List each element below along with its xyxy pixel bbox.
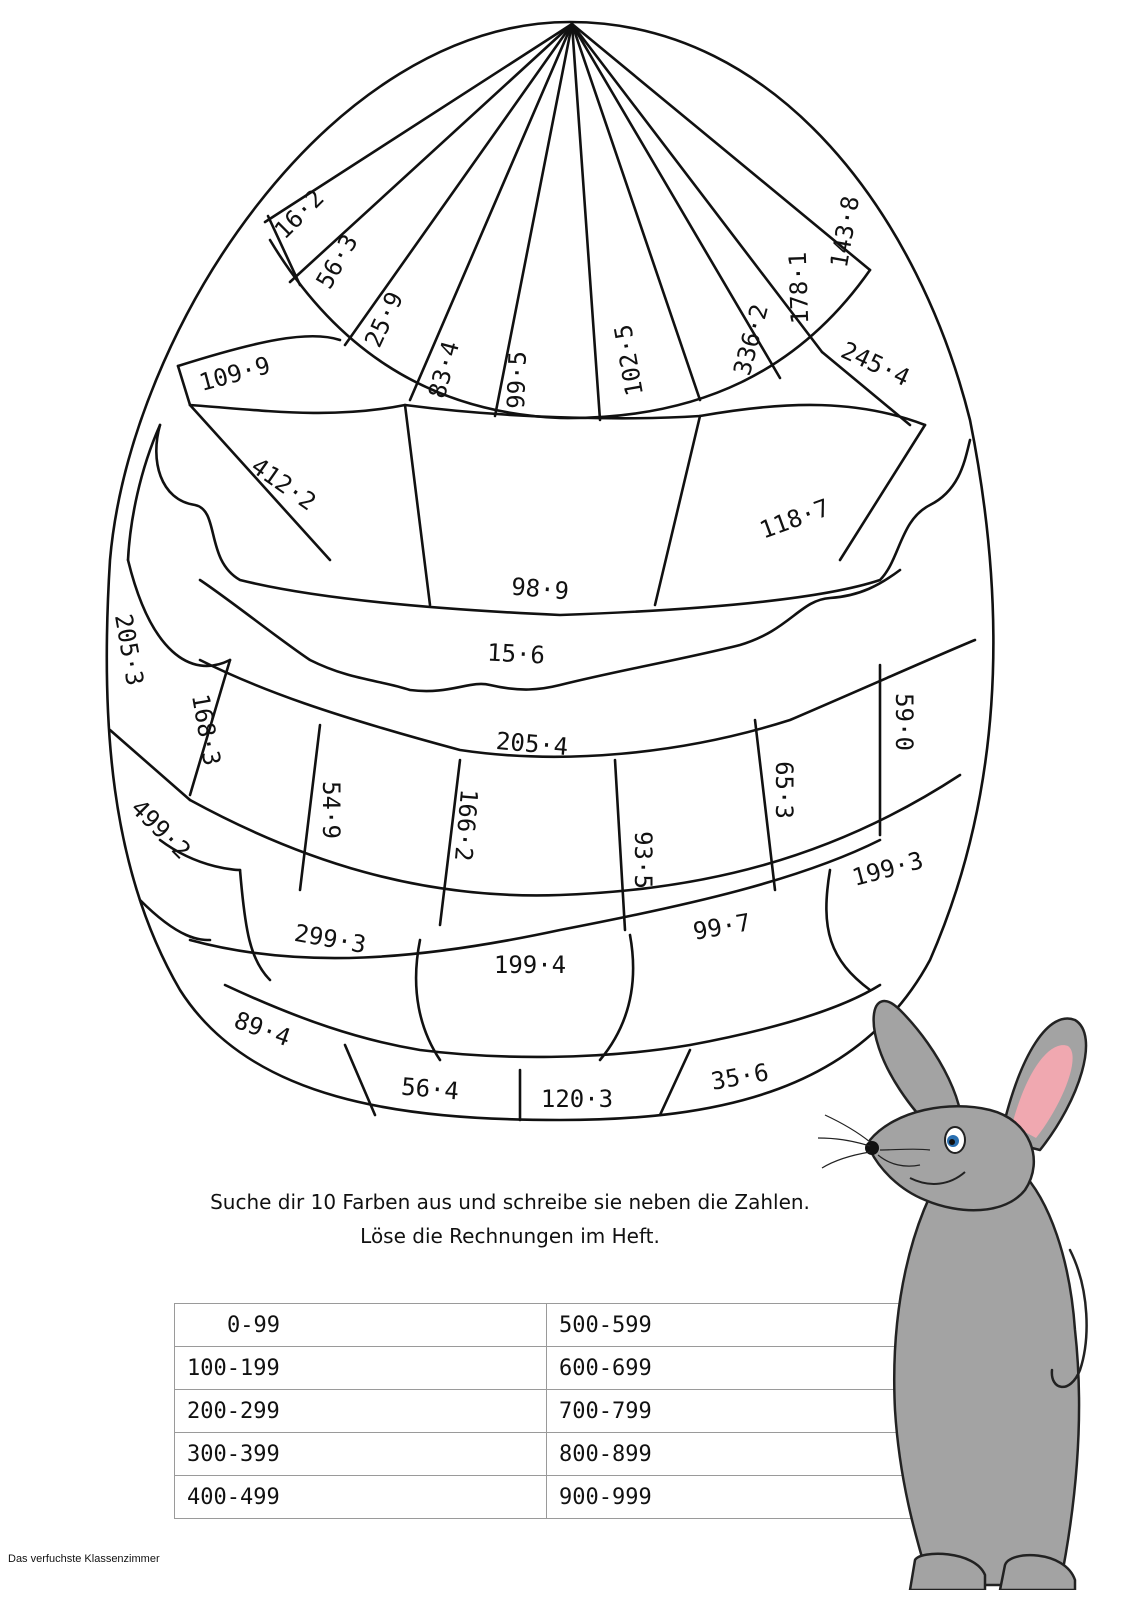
egg-numbers — [109, 184, 926, 1113]
range-cell[interactable]: 500-599 — [547, 1304, 919, 1347]
egg-problem-20: 166·2 — [448, 787, 484, 863]
egg-problem-4: 99·5 — [502, 350, 533, 410]
egg-problem-30: 120·3 — [540, 1085, 614, 1113]
egg-problem-7: 178·1 — [783, 251, 815, 325]
egg-problem-9: 109·9 — [196, 351, 274, 397]
range-cell[interactable]: 600-699 — [547, 1347, 919, 1390]
egg-top-stripes — [265, 24, 870, 420]
egg-problem-29: 56·4 — [400, 1072, 461, 1106]
egg-problem-10: 245·4 — [836, 336, 915, 393]
egg-problem-27: 99·7 — [690, 908, 753, 946]
egg-problem-14: 15·6 — [486, 638, 546, 670]
egg-problem-0: 16·2 — [268, 183, 330, 245]
egg-problem-13: 118·7 — [755, 493, 834, 545]
egg-problem-2: 25·9 — [359, 287, 409, 352]
egg-problem-24: 199·3 — [849, 846, 927, 892]
egg-problem-31: 35·6 — [708, 1058, 771, 1096]
egg-problem-8: 143·8 — [824, 193, 866, 270]
egg-problem-16: 168·3 — [185, 691, 227, 768]
egg-band-1 — [128, 336, 970, 691]
egg-problem-6: 336·2 — [728, 301, 774, 379]
range-cell[interactable]: 0-99 — [175, 1304, 547, 1347]
bunny-illustration — [800, 990, 1130, 1590]
egg-problem-23: 499·2 — [125, 793, 197, 865]
egg-problem-28: 89·4 — [230, 1006, 295, 1053]
egg-problem-1: 56·3 — [310, 229, 364, 294]
bunny-head — [870, 1106, 1034, 1210]
range-cell[interactable]: 800-899 — [547, 1433, 919, 1476]
instruction-line-2: Löse die Rechnungen im Heft. — [360, 1224, 660, 1248]
instructions — [160, 1185, 860, 1253]
egg-problem-15: 205·3 — [108, 611, 150, 688]
egg-problem-5: 102·5 — [608, 322, 650, 399]
bunny-pupil — [949, 1139, 955, 1145]
egg-problem-21: 93·5 — [629, 831, 657, 889]
range-cell[interactable]: 200-299 — [175, 1390, 547, 1433]
egg-problem-11: 412·2 — [245, 451, 322, 517]
egg-problem-22: 65·3 — [770, 761, 798, 819]
instruction-line-1: Suche dir 10 Farben aus und schreibe sie neben die Zahlen. — [210, 1190, 810, 1214]
egg-problem-18: 59·0 — [890, 693, 918, 751]
egg-problem-19: 54·9 — [317, 781, 345, 839]
egg-problem-12: 98·9 — [510, 572, 571, 606]
range-cell[interactable]: 100-199 — [175, 1347, 547, 1390]
egg-problem-25: 299·3 — [292, 918, 369, 960]
range-cell[interactable]: 700-799 — [547, 1390, 919, 1433]
egg-problem-17: 205·4 — [494, 726, 570, 762]
range-cell[interactable]: 300-399 — [175, 1433, 547, 1476]
footer-credit: Das verfuchste Klassenzimmer — [8, 1553, 160, 1565]
range-cell[interactable]: 400-499 — [175, 1476, 547, 1519]
egg-problem-26: 199·4 — [493, 951, 567, 979]
range-cell[interactable]: 900-999 — [547, 1476, 919, 1519]
egg-problem-3: 83·4 — [423, 338, 466, 402]
